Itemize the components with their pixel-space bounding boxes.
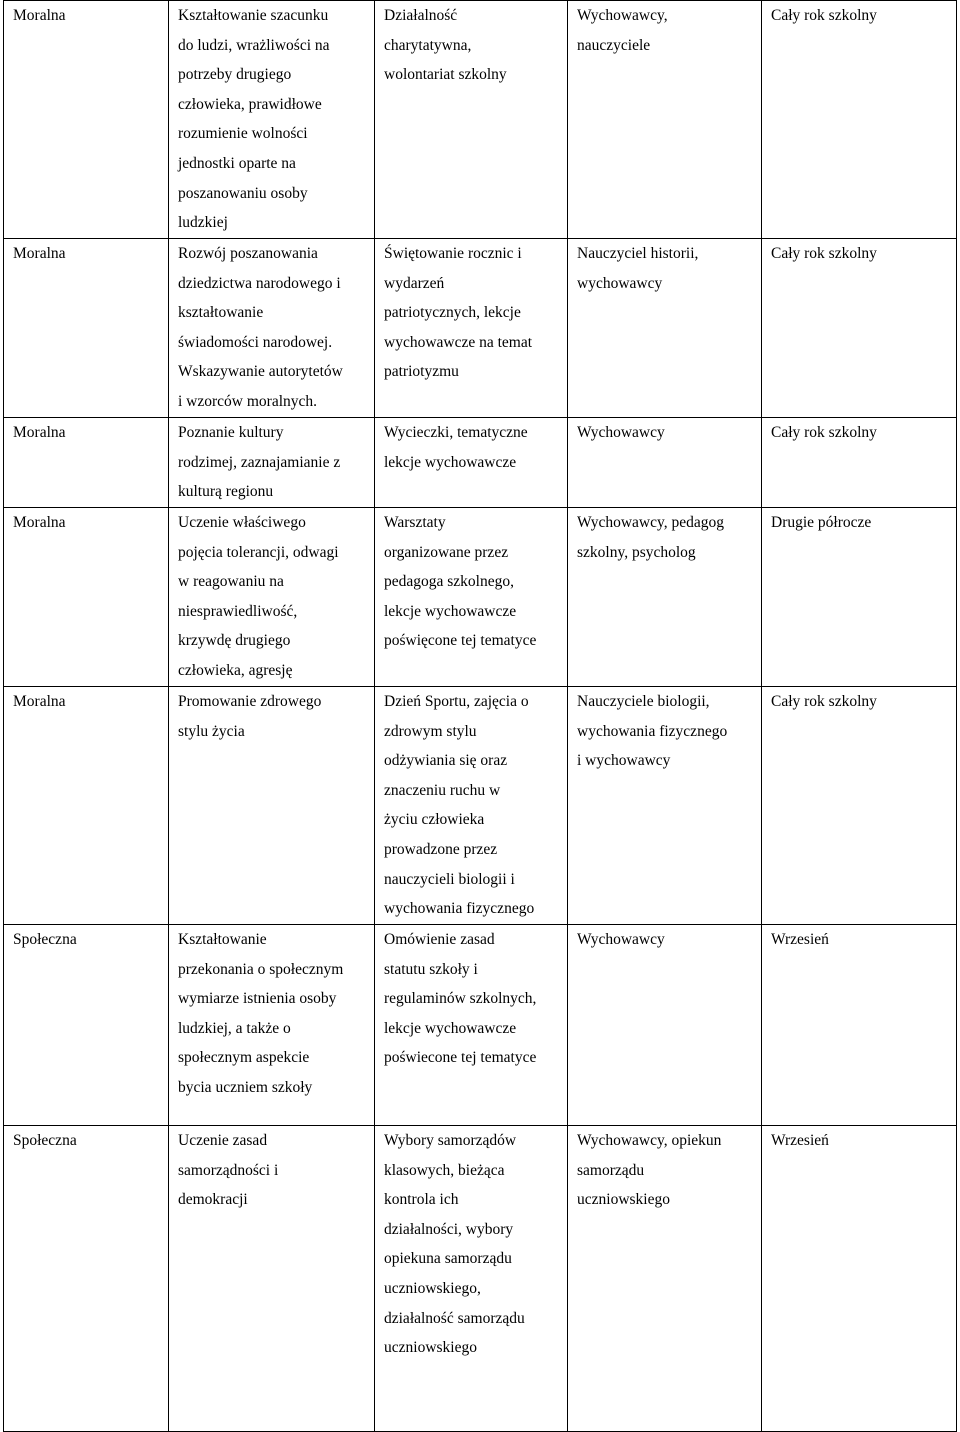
cell-text-line: świadomości narodowej.	[178, 333, 333, 351]
cell-text-line: lekcje wychowawcze	[384, 1019, 517, 1037]
cell-termin	[762, 1, 957, 239]
cell-text-line: Omówienie zasad	[384, 931, 495, 948]
cell-text-line: Cały rok szkolny	[771, 424, 877, 441]
cell-text-line: organizowane przez	[384, 543, 509, 561]
cell-text-line: Działalność	[384, 7, 458, 24]
cell-sfera	[4, 925, 169, 1126]
table-row	[4, 418, 957, 508]
cell-odpowiedzialni	[568, 418, 762, 508]
cell-termin	[762, 1126, 957, 1432]
cell-text-line: Wychowawcy	[577, 424, 665, 441]
cell-text-line: Wrzesień	[771, 931, 829, 948]
cell-text-line: człowieka, prawidłowe	[178, 95, 322, 113]
cell-zadanie	[169, 925, 375, 1126]
cell-forma	[375, 1126, 568, 1432]
cell-odpowiedzialni	[568, 1, 762, 239]
cell-text-line: Moralna	[13, 424, 66, 441]
cell-sfera	[4, 1126, 169, 1432]
cell-text-line: poświęcone tej tematyce	[384, 632, 537, 650]
cell-zadanie	[169, 418, 375, 508]
cell-text-line: regulaminów szkolnych,	[384, 990, 537, 1008]
cell-text-line: Wrzesień	[771, 1132, 829, 1149]
cell-text-line: Promowanie zdrowego	[178, 693, 322, 710]
cell-text-line: ludzkiej	[178, 214, 228, 232]
cell-text-line: Dzień Sportu, zajęcia o	[384, 693, 529, 710]
cell-text-line: ludzkiej, a także o	[178, 1019, 291, 1037]
table-row	[4, 508, 957, 687]
cell-text-line: jednostki oparte na	[178, 154, 296, 172]
cell-zadanie	[169, 1, 375, 239]
cell-odpowiedzialni	[568, 508, 762, 687]
cell-sfera	[4, 508, 169, 687]
cell-zadanie	[169, 239, 375, 418]
cell-text-line: prowadzone przez	[384, 840, 498, 858]
cell-text-line: uczniowskiego,	[384, 1279, 481, 1297]
cell-text-line: kształtowanie	[178, 304, 264, 322]
cell-text-line: lekcje wychowawcze	[384, 453, 517, 471]
cell-text-line: człowieka, agresję	[178, 661, 293, 679]
cell-text-line: dziedzictwa narodowego i	[178, 274, 341, 292]
cell-text-line: uczniowskiego	[577, 1191, 670, 1209]
cell-text-line: społecznym aspekcie	[178, 1049, 310, 1067]
cell-text-line: Moralna	[13, 245, 66, 262]
cell-zadanie	[169, 1126, 375, 1432]
cell-text-line: samorządu	[577, 1161, 645, 1179]
cell-text-line: Nauczyciele biologii,	[577, 693, 710, 710]
cell-text-line: bycia uczniem szkoły	[178, 1078, 313, 1096]
plan-table-body	[4, 1, 957, 1432]
cell-text-line: potrzeby drugiego	[178, 66, 292, 84]
cell-text-line: Wychowawcy, pedagog	[577, 514, 724, 531]
cell-text-line: rodzimej, zaznajamianie z	[178, 453, 341, 471]
cell-termin	[762, 418, 957, 508]
cell-text-line: charytatywna,	[384, 36, 472, 54]
cell-text-line: i wzorców moralnych.	[178, 392, 318, 410]
cell-text-line: i wychowawcy	[577, 752, 671, 770]
cell-text-line: znaczeniu ruchu w	[384, 781, 501, 799]
cell-forma	[375, 687, 568, 925]
table-row	[4, 687, 957, 925]
cell-termin	[762, 925, 957, 1126]
cell-text-line: wychowawcy	[577, 274, 663, 292]
cell-text-line: wychowawcze na temat	[384, 333, 533, 351]
cell-text-line: Cały rok szkolny	[771, 7, 877, 24]
cell-text-line: rozumienie wolności	[178, 125, 308, 143]
cell-text-line: krzywdę drugiego	[178, 632, 291, 650]
cell-text-line: Cały rok szkolny	[771, 693, 877, 710]
cell-text-line: Warsztaty	[384, 514, 446, 531]
cell-text-line: Wychowawcy	[577, 931, 665, 948]
cell-termin	[762, 687, 957, 925]
cell-text-line: Moralna	[13, 7, 66, 24]
cell-text-line: w reagowaniu na	[178, 573, 284, 591]
cell-zadanie	[169, 687, 375, 925]
cell-text-line: opiekuna samorządu	[384, 1250, 512, 1268]
cell-text-line: Wybory samorządów	[384, 1132, 517, 1149]
cell-text-line: statutu szkoły i	[384, 960, 478, 978]
cell-text-line: nauczyciele	[577, 36, 651, 54]
cell-text-line: Wskazywanie autorytetów	[178, 363, 343, 381]
cell-text-line: szkolny, psycholog	[577, 543, 696, 561]
cell-zadanie	[169, 508, 375, 687]
cell-text-line: Kształtowanie	[178, 931, 267, 948]
cell-forma	[375, 239, 568, 418]
cell-text-line: Uczenie zasad	[178, 1132, 268, 1149]
cell-text-line: stylu życia	[178, 722, 245, 740]
cell-text-line: pojęcia tolerancji, odwagi	[178, 543, 339, 561]
cell-odpowiedzialni	[568, 239, 762, 418]
cell-text-line: Społeczna	[13, 1132, 77, 1149]
cell-termin	[762, 239, 957, 418]
cell-text-line: Cały rok szkolny	[771, 245, 877, 262]
table-row	[4, 1, 957, 239]
cell-text-line: wydarzeń	[384, 274, 445, 292]
cell-text-line: odżywiania się oraz	[384, 752, 508, 770]
cell-text-line: Kształtowanie szacunku	[178, 7, 329, 24]
cell-text-line: niesprawiedliwość,	[178, 602, 298, 620]
cell-text-line: zdrowym stylu	[384, 722, 477, 740]
cell-sfera	[4, 418, 169, 508]
cell-forma	[375, 1, 568, 239]
cell-text-line: klasowych, bieżąca	[384, 1161, 505, 1179]
cell-text-line: Drugie półrocze	[771, 514, 872, 531]
cell-text-line: poszanowaniu osoby	[178, 184, 308, 202]
cell-text-line: Wycieczki, tematyczne	[384, 424, 528, 441]
cell-text-line: patriotyzmu	[384, 363, 459, 381]
cell-text-line: Rozwój poszanowania	[178, 245, 318, 262]
cell-forma	[375, 508, 568, 687]
cell-text-line: wychowania fizycznego	[384, 900, 535, 918]
cell-text-line: wymiarze istnienia osoby	[178, 990, 337, 1008]
cell-text-line: Społeczna	[13, 931, 77, 948]
cell-text-line: pedagoga szkolnego,	[384, 573, 514, 591]
cell-sfera	[4, 1, 169, 239]
cell-text-line: Świętowanie rocznic i	[384, 245, 522, 262]
cell-text-line: kulturą regionu	[178, 483, 274, 501]
cell-text-line: działalność samorządu	[384, 1309, 525, 1327]
cell-text-line: działalności, wybory	[384, 1220, 514, 1238]
cell-odpowiedzialni	[568, 687, 762, 925]
cell-text-line: Moralna	[13, 514, 66, 531]
cell-text-line: Poznanie kultury	[178, 424, 284, 441]
cell-text-line: lekcje wychowawcze	[384, 602, 517, 620]
cell-sfera	[4, 687, 169, 925]
cell-text-line: demokracji	[178, 1191, 248, 1209]
cell-text-line: Uczenie właściwego	[178, 514, 306, 531]
cell-termin	[762, 508, 957, 687]
cell-text-line: wychowania fizycznego	[577, 722, 728, 740]
cell-text-line: Nauczyciel historii,	[577, 245, 699, 262]
cell-text-line: przekonania o społecznym	[178, 960, 344, 978]
table-row	[4, 925, 957, 1126]
cell-text-line: życiu człowieka	[384, 811, 485, 829]
cell-forma	[375, 925, 568, 1126]
table-row	[4, 239, 957, 418]
cell-text-line: uczniowskiego	[384, 1339, 477, 1357]
cell-text-line: nauczycieli biologii i	[384, 870, 515, 888]
cell-text-line: patriotycznych, lekcje	[384, 304, 521, 322]
cell-text-line: do ludzi, wrażliwości na	[178, 36, 330, 54]
cell-text-line: wolontariat szkolny	[384, 66, 507, 84]
cell-text-line: Moralna	[13, 693, 66, 710]
cell-text-line: samorządności i	[178, 1161, 279, 1179]
cell-text-line: poświecone tej tematyce	[384, 1049, 537, 1067]
cell-odpowiedzialni	[568, 925, 762, 1126]
cell-odpowiedzialni	[568, 1126, 762, 1432]
cell-text-line: Wychowawcy,	[577, 7, 668, 24]
cell-text-line: Wychowawcy, opiekun	[577, 1132, 722, 1149]
plan-table	[3, 0, 957, 1432]
table-row	[4, 1126, 957, 1432]
cell-text-line: kontrola ich	[384, 1191, 459, 1209]
cell-sfera	[4, 239, 169, 418]
cell-forma	[375, 418, 568, 508]
